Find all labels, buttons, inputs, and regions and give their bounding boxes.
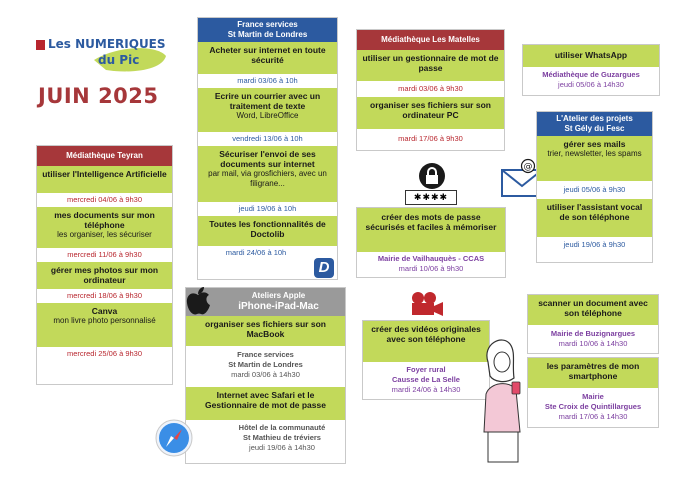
buzignargues-title: scanner un document avec son téléphone — [538, 298, 648, 318]
fs-item-2-desc: Word, LibreOffice — [236, 111, 299, 120]
whatsapp-card — [522, 44, 660, 96]
logo-line1: Les NUMERIQUES — [48, 37, 166, 51]
woman-with-phone-illustration — [476, 334, 534, 464]
ste-croix-place1: Mairie — [582, 392, 604, 401]
france-services-header — [198, 18, 337, 42]
ste-croix-place2: Ste Croix de Quintillargues — [544, 402, 642, 411]
vailhauques-title: créer des mots de passe sécurisés et faciles à mémoriser — [365, 212, 497, 232]
videos-info — [363, 362, 489, 397]
france-services-header-line1: France services — [237, 20, 298, 29]
fs-item-4-date: mardi 24/06 à 10h — [198, 246, 337, 260]
st-gely-item-2-date: jeudi 19/06 à 9h30 — [537, 237, 652, 253]
st-gely-card — [536, 111, 653, 263]
vailhauques-item — [357, 208, 505, 252]
teyran-item-1-title: utiliser l'Intelligence Artificielle — [42, 169, 167, 179]
whatsapp-info — [523, 67, 659, 92]
fs-item-1-date: mardi 03/06 à 10h — [198, 74, 337, 88]
ste-croix-item — [528, 358, 658, 388]
ste-croix-card — [527, 357, 659, 428]
teyran-item-3-title: gérer mes photos sur mon ordinateur — [50, 265, 159, 285]
st-gely-item-2 — [537, 199, 652, 237]
videos-place1: Foyer rural — [406, 365, 446, 374]
ste-croix-date: mardi 17/06 à 14h30 — [558, 412, 628, 421]
teyran-card — [36, 145, 173, 385]
matelles-card — [356, 29, 505, 151]
teyran-item-2-title: mes documents sur mon téléphone — [54, 210, 155, 230]
apple-item-1-title: organiser ses fichiers sur son MacBook — [205, 319, 326, 339]
ste-croix-info — [528, 388, 658, 424]
fs-item-3-date: jeudi 19/06 à 10h — [198, 202, 337, 216]
apple-item-1-date: mardi 03/06 à 14h30 — [231, 370, 300, 379]
fs-item-2 — [198, 88, 337, 132]
buzignargues-place: Mairie de Buzignargues — [550, 329, 636, 338]
teyran-item-2-desc: les organiser, les sécuriser — [57, 230, 152, 239]
logo-line2: du Pic — [98, 53, 140, 67]
page-title: JUIN 2025 — [38, 84, 159, 108]
france-services-header-line2: St Martin de Londres — [227, 30, 308, 39]
st-gely-item-1 — [537, 136, 652, 181]
buzignargues-card — [527, 294, 659, 354]
videos-place2: Causse de La Selle — [392, 375, 460, 384]
safari-icon — [154, 418, 194, 458]
st-gely-item-1-date: jeudi 05/06 à 9h30 — [537, 181, 652, 199]
matelles-item-2-date: mardi 17/06 à 9h30 — [357, 129, 504, 149]
apple-item-2-date: jeudi 19/06 à 14h30 — [249, 443, 315, 452]
buzignargues-info — [528, 325, 658, 351]
matelles-item-2-title: organiser ses fichiers sur son ordinateur PC — [370, 100, 491, 120]
lock-icon — [416, 162, 448, 190]
apple-item-1-place2: St Martin de Londres — [228, 360, 303, 369]
apple-header-line2: iPhone-iPad-Mac — [238, 301, 319, 312]
teyran-header: Médiathèque Teyran — [37, 146, 172, 166]
fs-item-4-title: Toutes les fonctionnalités de Doctolib — [209, 219, 326, 239]
matelles-header: Médiathèque Les Matelles — [357, 30, 504, 50]
videos-title: créer des vidéos originales avec son téléphone — [371, 324, 481, 344]
fs-item-4 — [198, 216, 337, 246]
apple-item-1 — [186, 316, 345, 346]
fs-item-3 — [198, 146, 337, 202]
apple-logo-icon — [184, 285, 212, 317]
teyran-item-1 — [37, 166, 172, 193]
fs-item-1 — [198, 42, 337, 74]
teyran-item-4 — [37, 303, 172, 347]
logo-emblem — [36, 40, 45, 50]
fs-item-3-desc: par mail, via grosfichiers, avec un filigrane... — [208, 169, 327, 188]
st-gely-header-line1: L'Atelier des projets — [556, 114, 633, 123]
teyran-item-2-date: mercredi 11/06 à 9h30 — [37, 248, 172, 262]
vailhauques-date: mardi 10/06 à 9h30 — [398, 264, 464, 273]
videos-card — [362, 320, 490, 400]
fs-item-3-title: Sécuriser l'envoi de ses documents sur internet — [219, 149, 316, 169]
matelles-item-1 — [357, 50, 504, 81]
apple-item-2 — [186, 387, 345, 420]
teyran-item-3 — [37, 262, 172, 289]
fs-item-2-date: vendredi 13/06 à 10h — [198, 132, 337, 146]
teyran-item-2 — [37, 207, 172, 248]
vailhauques-place: Mairie de Vailhauquès - CCAS — [377, 254, 485, 263]
vailhauques-info — [357, 252, 505, 276]
logo — [36, 36, 172, 76]
doctolib-icon: D — [314, 258, 334, 278]
teyran-item-1-date: mercredi 04/06 à 9h30 — [37, 193, 172, 207]
whatsapp-date: jeudi 05/06 à 14h30 — [558, 80, 624, 89]
apple-item-2-place2: St Mathieu de tréviers — [243, 433, 321, 442]
whatsapp-title: utiliser WhatsApp — [554, 50, 628, 60]
st-gely-item-1-desc: trier, newsletter, les spams — [547, 149, 642, 158]
teyran-item-4-title: Canva — [91, 306, 118, 316]
st-gely-item-2-title: utiliser l'assistant vocal de son téléphone — [546, 202, 643, 222]
logo-graphic — [36, 36, 172, 76]
apple-header-line1: Ateliers Apple — [251, 291, 306, 300]
videos-item — [363, 321, 489, 362]
st-gely-header — [537, 112, 652, 136]
buzignargues-date: mardi 10/06 à 14h30 — [558, 339, 628, 348]
apple-item-2-info — [186, 420, 345, 455]
matelles-item-1-title: utiliser un gestionnaire de mot de passe — [362, 53, 499, 73]
matelles-item-1-date: mardi 03/06 à 9h30 — [357, 81, 504, 97]
teyran-item-3-date: mercredi 18/06 à 9h30 — [37, 289, 172, 303]
video-camera-icon — [406, 291, 446, 317]
matelles-item-2 — [357, 97, 504, 129]
france-services-card — [197, 17, 338, 280]
whatsapp-item — [523, 45, 659, 67]
apple-item-1-place1: France services — [237, 350, 294, 359]
teyran-item-4-date: mercredi 25/06 à 9h30 — [37, 347, 172, 361]
apple-item-2-title: Internet avec Safari et le Gestionnaire de mot de passe — [205, 390, 326, 410]
st-gely-item-1-title: gérer ses mails — [563, 139, 626, 149]
teyran-item-4-desc: mon livre photo personnalisé — [53, 316, 156, 325]
st-gely-header-line2: St Gély du Fesc — [564, 124, 625, 133]
vailhauques-card — [356, 207, 506, 278]
ste-croix-title: les paramètres de mon smartphone — [546, 361, 640, 381]
apple-item-2-place1: Hôtel de la communauté — [238, 423, 326, 432]
apple-item-1-info — [186, 346, 345, 387]
videos-date: mardi 24/06 à 14h30 — [391, 385, 461, 394]
whatsapp-place: Médiathèque de Guzargues — [542, 70, 640, 79]
svg-text:@: @ — [523, 162, 533, 172]
buzignargues-item — [528, 295, 658, 325]
fs-item-2-title: Ecrire un courrier avec un traitement de texte — [214, 91, 321, 111]
password-field-icon: ✱✱✱✱ — [405, 190, 457, 205]
fs-item-1-title: Acheter sur internet en toute sécurité — [209, 45, 326, 65]
